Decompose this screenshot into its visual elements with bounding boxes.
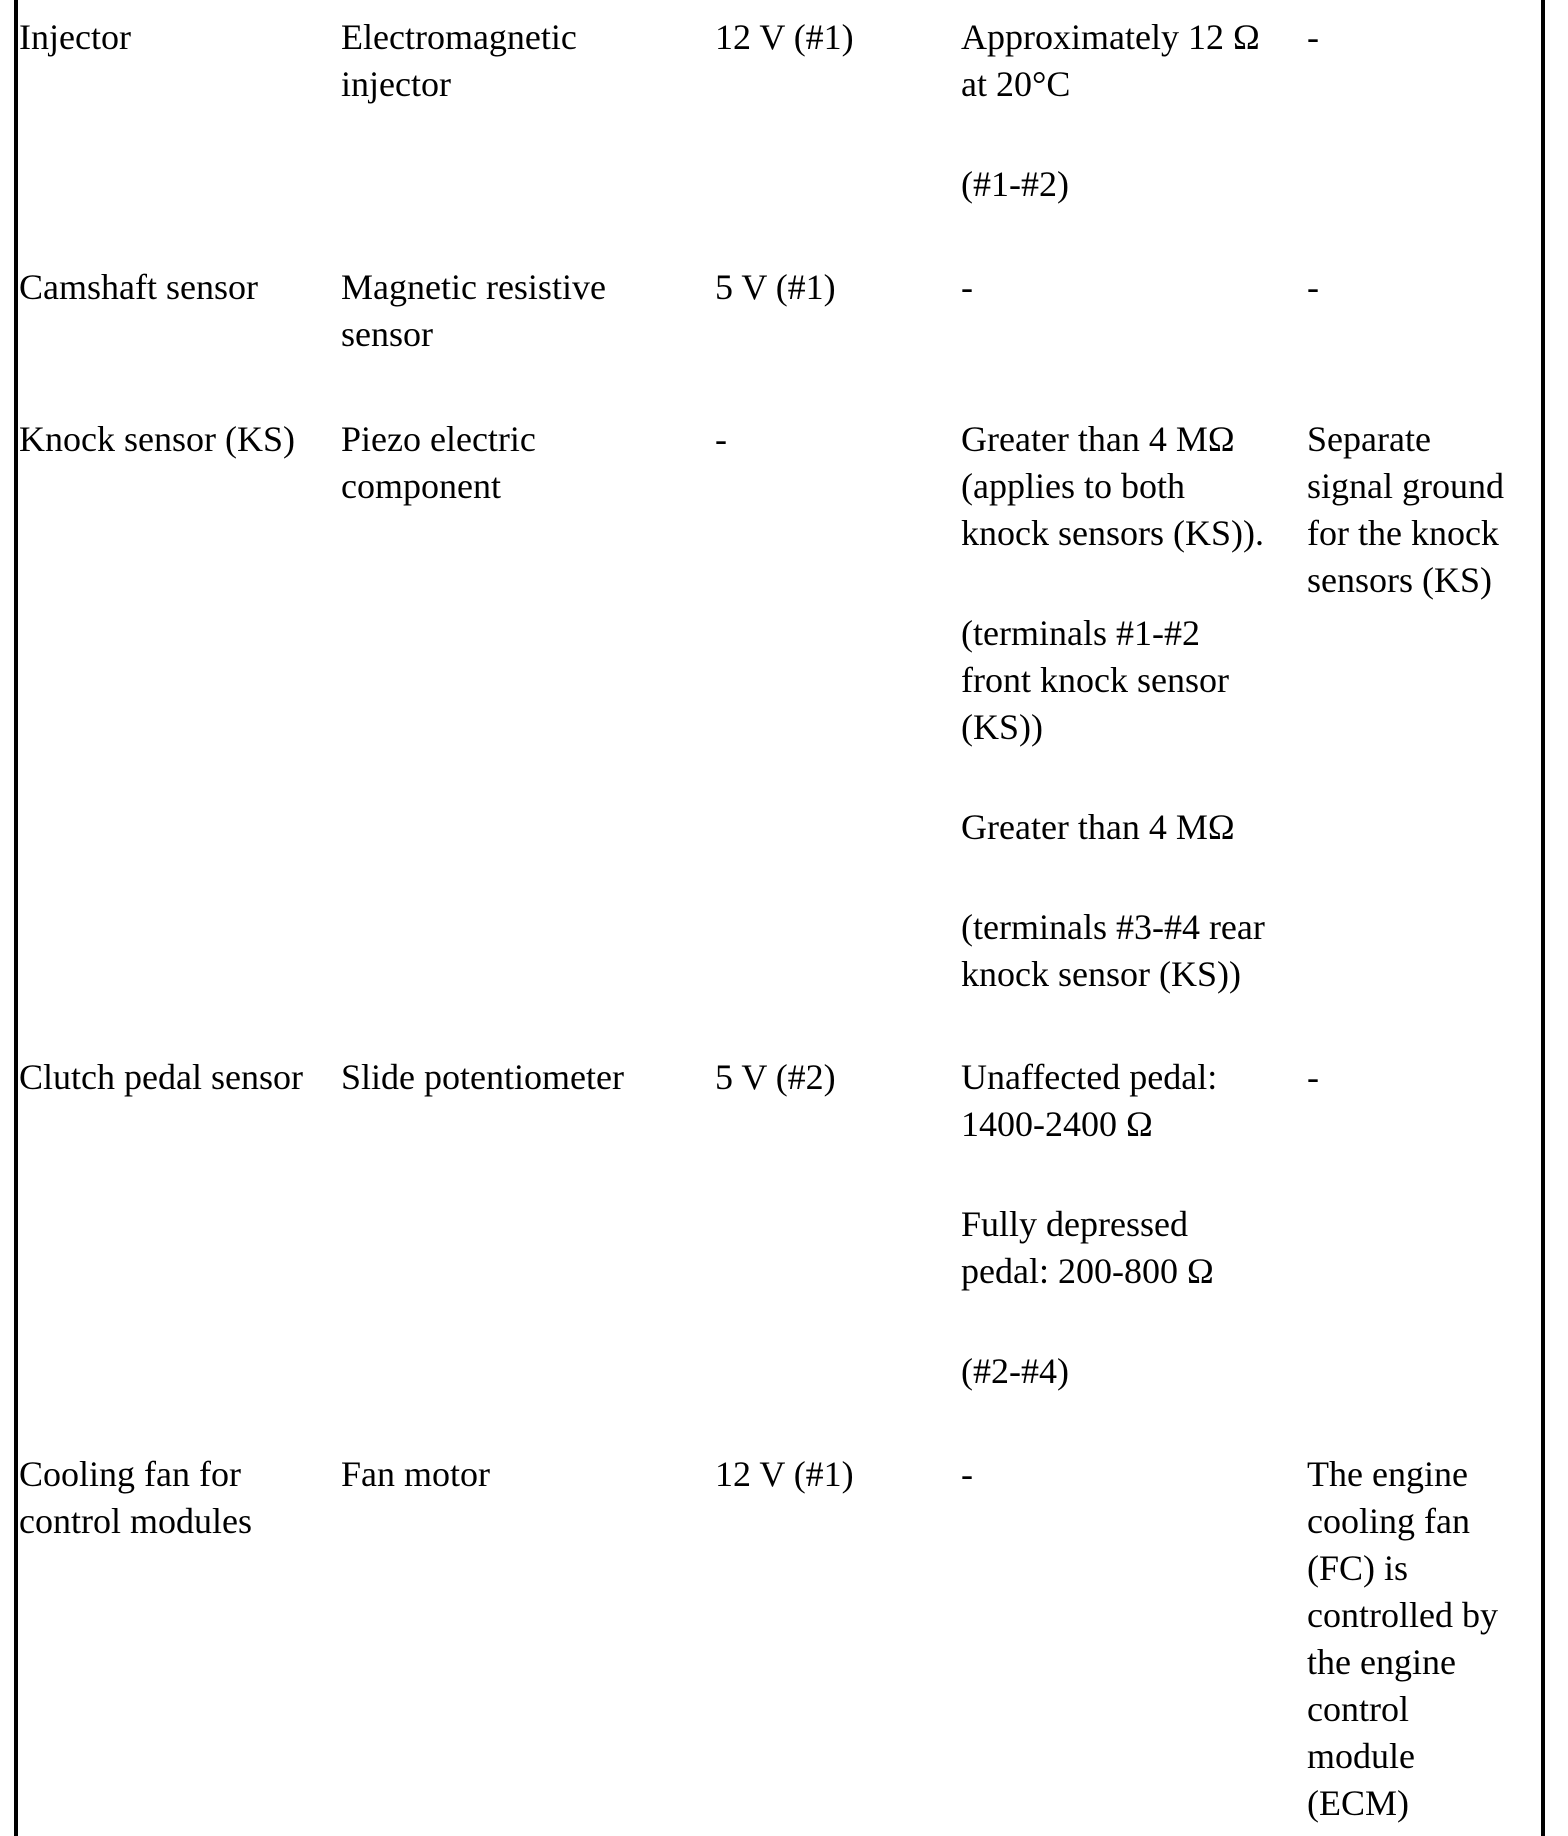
text-line: Fully depressed (961, 1204, 1188, 1244)
text-line: (#2-#4) (961, 1351, 1069, 1391)
text-line: (FC) is (1307, 1548, 1409, 1588)
text-line: Fan motor (341, 1454, 490, 1494)
component-cell (19, 1451, 252, 1545)
right-table-border (1541, 0, 1545, 1836)
text-line: - (1307, 267, 1319, 307)
resistance-paragraph (961, 1348, 1217, 1395)
text-line: 1400-2400 Ω (961, 1104, 1153, 1144)
type-cell (341, 264, 606, 358)
notes-cell (1307, 1054, 1319, 1101)
text-line: - (1307, 17, 1319, 57)
text-line: sensors (KS) (1307, 560, 1492, 600)
component-cell (19, 416, 295, 463)
text-line: Approximately 12 Ω (961, 17, 1260, 57)
voltage-cell (715, 1451, 854, 1498)
resistance-paragraph (961, 804, 1265, 851)
type-cell (341, 416, 536, 510)
voltage-cell (715, 14, 854, 61)
text-line: the engine (1307, 1642, 1456, 1682)
text-line: Clutch pedal sensor (19, 1057, 303, 1097)
type-cell (341, 1054, 624, 1101)
text-line: Slide potentiometer (341, 1057, 624, 1097)
text-line: front knock sensor (961, 660, 1229, 700)
notes-cell (1307, 416, 1504, 604)
notes-cell (1307, 14, 1319, 61)
text-line: Magnetic resistive (341, 267, 606, 307)
text-line: Knock sensor (KS) (19, 419, 295, 459)
resistance-paragraph (961, 610, 1265, 751)
voltage-cell (715, 416, 727, 463)
text-line: pedal: 200-800 Ω (961, 1251, 1214, 1291)
text-line: Separate (1307, 419, 1431, 459)
text-line: (KS)) (961, 707, 1043, 747)
text-line: injector (341, 64, 451, 104)
notes-cell (1307, 1451, 1498, 1827)
resistance-paragraph (961, 1451, 973, 1498)
text-line: 5 V (#1) (715, 267, 836, 307)
text-line: - (715, 419, 727, 459)
resistance-paragraph (961, 1054, 1217, 1148)
text-line: controlled by (1307, 1595, 1498, 1635)
text-line: knock sensors (KS)). (961, 513, 1264, 553)
notes-cell (1307, 264, 1319, 311)
text-line: The engine (1307, 1454, 1468, 1494)
text-line: for the knock (1307, 513, 1499, 553)
resistance-paragraph (961, 264, 973, 311)
text-line: Greater than 4 MΩ (961, 807, 1235, 847)
text-line: Greater than 4 MΩ (961, 419, 1235, 459)
text-line: (#1-#2) (961, 164, 1069, 204)
text-line: (applies to both (961, 466, 1185, 506)
text-line: component (341, 466, 501, 506)
text-line: control (1307, 1689, 1409, 1729)
text-line: (ECM) (1307, 1783, 1409, 1823)
text-line: 12 V (#1) (715, 17, 854, 57)
text-line: Injector (19, 17, 131, 57)
text-line: 12 V (#1) (715, 1454, 854, 1494)
resistance-paragraph (961, 904, 1265, 998)
left-table-border (14, 0, 18, 1836)
text-line: Cooling fan for (19, 1454, 241, 1494)
text-line: Camshaft sensor (19, 267, 258, 307)
type-cell (341, 14, 577, 108)
text-line: - (961, 1454, 973, 1494)
text-line: 5 V (#2) (715, 1057, 836, 1097)
text-line: - (1307, 1057, 1319, 1097)
voltage-cell (715, 264, 836, 311)
resistance-cell (961, 1054, 1217, 1395)
text-line: knock sensor (KS)) (961, 954, 1241, 994)
resistance-paragraph (961, 14, 1260, 108)
text-line: Electromagnetic (341, 17, 577, 57)
text-line: (terminals #3-#4 rear (961, 907, 1265, 947)
text-line: signal ground (1307, 466, 1504, 506)
text-line: - (961, 267, 973, 307)
resistance-cell (961, 264, 973, 311)
text-line: at 20°C (961, 64, 1071, 104)
text-line: module (1307, 1736, 1415, 1776)
type-cell (341, 1451, 490, 1498)
text-line: (terminals #1-#2 (961, 613, 1200, 653)
component-cell (19, 264, 258, 311)
text-line: cooling fan (1307, 1501, 1470, 1541)
text-line: sensor (341, 314, 433, 354)
resistance-paragraph (961, 416, 1265, 557)
resistance-cell (961, 416, 1265, 998)
text-line: Piezo electric (341, 419, 536, 459)
text-line: control modules (19, 1501, 252, 1541)
voltage-cell (715, 1054, 836, 1101)
resistance-paragraph (961, 1201, 1217, 1295)
resistance-paragraph (961, 161, 1260, 208)
resistance-cell (961, 1451, 973, 1498)
text-line: Unaffected pedal: (961, 1057, 1218, 1097)
component-cell (19, 1054, 303, 1101)
component-cell (19, 14, 131, 61)
resistance-cell (961, 14, 1260, 208)
